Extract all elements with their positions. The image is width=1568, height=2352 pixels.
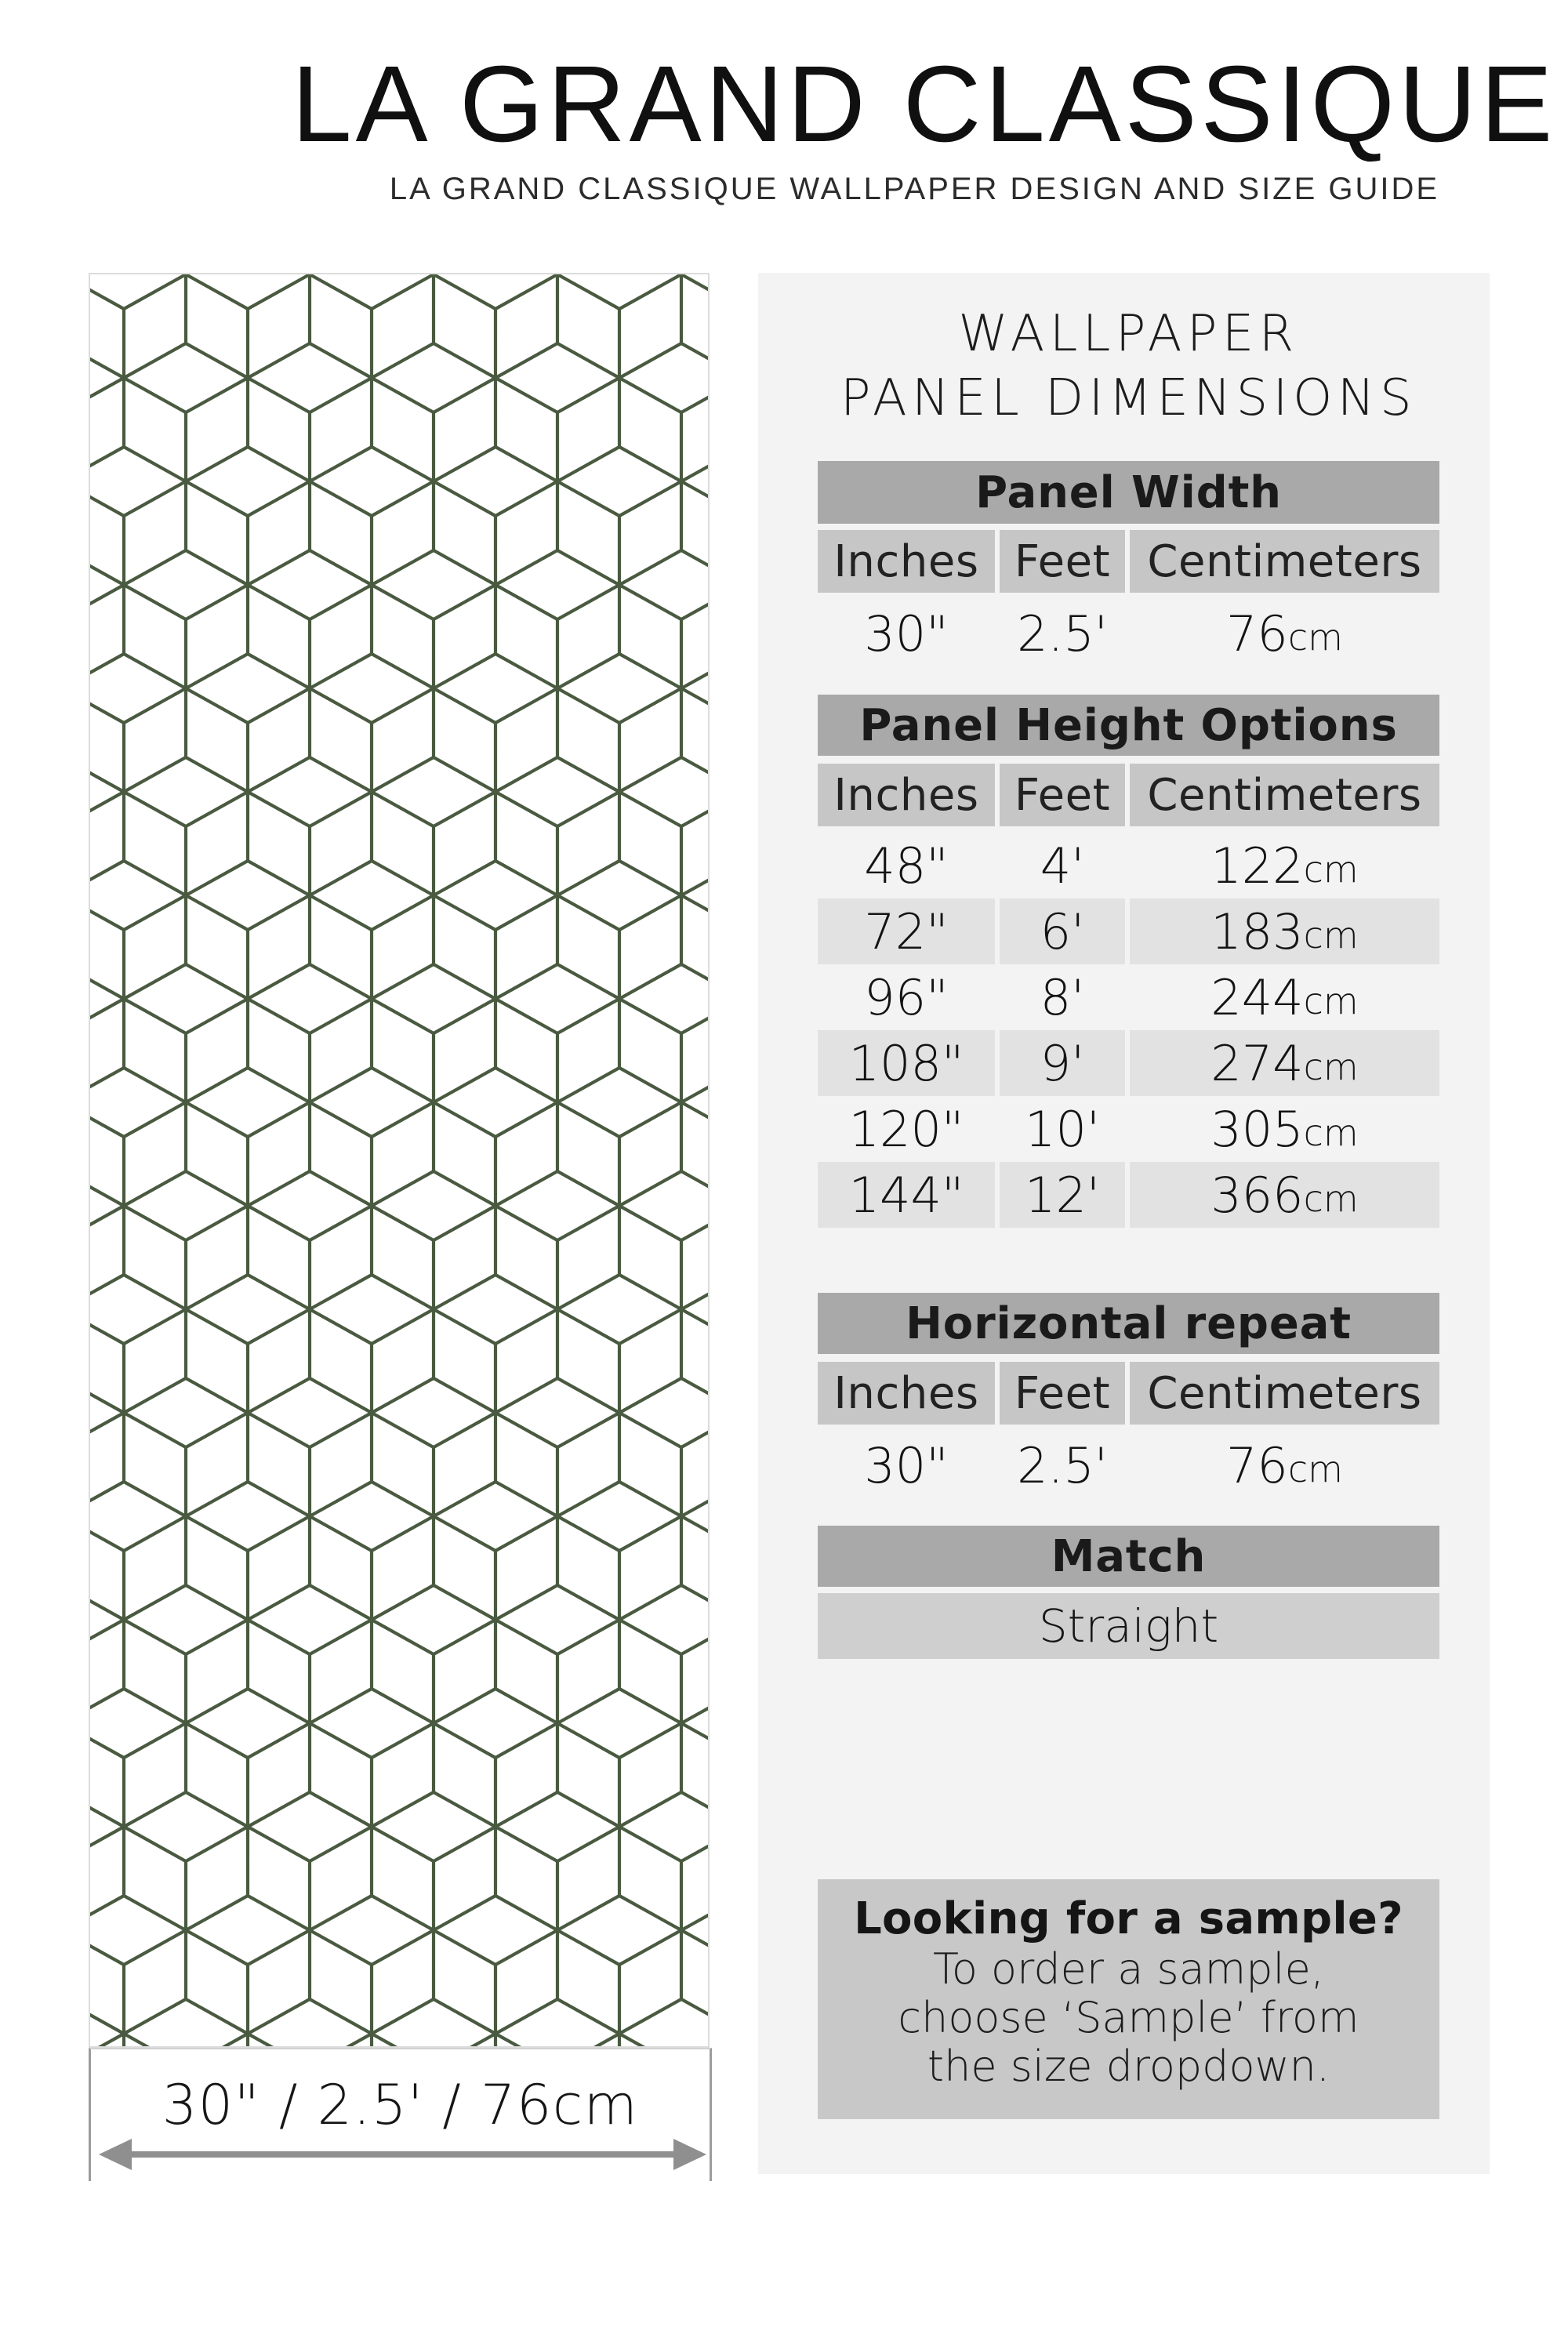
- panel-title-line2: PANEL DIMENSIONS: [840, 369, 1417, 427]
- table-row: 96" 8' 244 cm: [864, 968, 1359, 1026]
- match-header: Match: [818, 1526, 1439, 1587]
- column-header-inches: Inches: [818, 764, 995, 826]
- value-inches: 30": [864, 604, 949, 662]
- column-header-feet: Feet: [1000, 1362, 1125, 1425]
- value-feet: 2.5': [1017, 1436, 1108, 1494]
- value-feet: 2.5': [1017, 604, 1108, 662]
- panel-width-measure: [89, 2048, 712, 2181]
- value-inches: 30": [864, 1436, 949, 1494]
- column-header-centimeters: Centimeters: [1130, 530, 1439, 593]
- measure-label: 30" / 2.5' / 76cm: [162, 2073, 639, 2137]
- panel-width-values: [818, 599, 1439, 668]
- column-header-inches: Inches: [818, 530, 995, 593]
- dimensions-panel: [758, 273, 1490, 2174]
- table-row: 144" 12' 366 cm: [818, 1162, 1439, 1228]
- double-arrow-icon: [97, 2131, 708, 2178]
- table-row: 48" 4' 122 cm: [864, 837, 1359, 895]
- match-value: Straight: [818, 1593, 1439, 1659]
- column-header-feet: Feet: [1000, 764, 1125, 826]
- sample-line: choose ‘Sample’ from: [898, 1993, 1359, 2042]
- column-header-inches: Inches: [818, 1362, 995, 1425]
- brand-subtitle: LA GRAND CLASSIQUE WALLPAPER DESIGN AND SIZE GUIDE: [389, 172, 1440, 206]
- wallpaper-preview-panel: [89, 273, 710, 2048]
- panel-width-columns: [818, 530, 1439, 593]
- sample-line: To order a sample,: [933, 1944, 1324, 1994]
- value-centimeters: 76 cm: [1225, 1436, 1343, 1494]
- panel-height-columns: [818, 764, 1439, 826]
- sample-line: the size dropdown.: [927, 2042, 1330, 2091]
- panel-title: [818, 302, 1439, 430]
- panel-width-header: Panel Width: [818, 461, 1439, 524]
- value-centimeters: 76 cm: [1225, 604, 1343, 662]
- brand-logo: LA GRAND CLASSIQUE: [292, 44, 1557, 165]
- horizontal-repeat-header: Horizontal repeat: [818, 1293, 1439, 1354]
- panel-title-line1: WALLPAPER: [958, 305, 1299, 363]
- column-header-feet: Feet: [1000, 530, 1125, 593]
- table-row: 108" 9' 274 cm: [818, 1030, 1439, 1096]
- horizontal-repeat-columns: [818, 1362, 1439, 1425]
- column-header-centimeters: Centimeters: [1130, 1362, 1439, 1425]
- table-row: 120" 10' 305 cm: [848, 1100, 1359, 1158]
- table-row: 72" 6' 183 cm: [818, 898, 1439, 964]
- sample-title: Looking for a sample?: [854, 1893, 1403, 1944]
- panel-height-header: Panel Height Options: [818, 695, 1439, 756]
- horizontal-repeat-values: [818, 1431, 1439, 1500]
- sample-info-box: [818, 1879, 1439, 2119]
- column-header-centimeters: Centimeters: [1130, 764, 1439, 826]
- cube-pattern-image: [90, 274, 708, 2046]
